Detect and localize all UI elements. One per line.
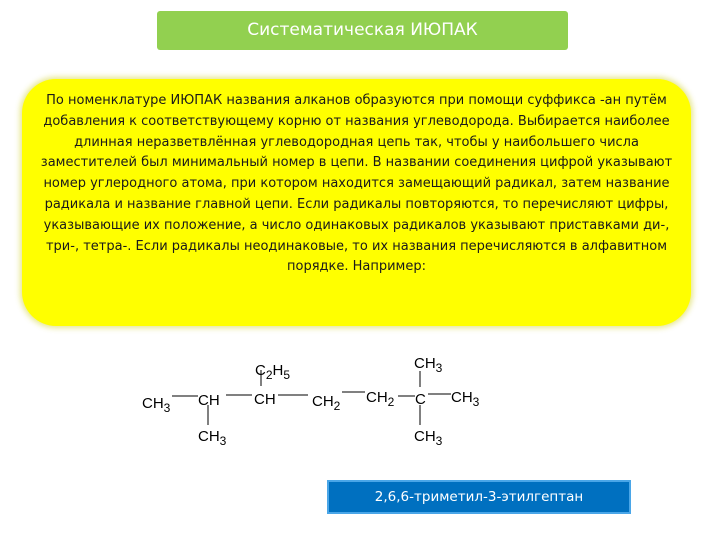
- atom-ch2-1: $CH_2$: [312, 393, 341, 413]
- atom-ch-2: CH: [254, 391, 276, 408]
- atom-ethyl: $C_2H_5$: [255, 362, 291, 382]
- atom-methyl-bottom-left: $CH_3$: [198, 428, 227, 448]
- atom-ch3-right: $CH_3$: [451, 389, 480, 409]
- nomenclature-text-box: [22, 79, 691, 326]
- atom-methyl-bottom-right: $CH_3$: [414, 428, 443, 448]
- compound-name-box: 2,6,6-триметил-3-этилгептан: [327, 480, 631, 514]
- structural-formula: [130, 345, 510, 455]
- slide-title: Систематическая ИЮПАК: [157, 11, 568, 50]
- atom-ch2-2: $CH_2$: [366, 389, 395, 409]
- atom-c-quaternary: C: [415, 391, 426, 408]
- atom-ch3-left: $CH_3$: [142, 395, 171, 415]
- nomenclature-paragraph: По номенклатуре ИЮПАК названия алканов образуются при помощи суффикса -ан путём добавления к соответствующему корню от названия углеводорода. Выбирается наиболее длинная неразветвлённая углеводородная цепь так, чтобы у наибольшего числа заместителей был минимальный номер в цепи. В названии соединения цифрой указывают номер углеродного атома, при котором находится замещающий радикал, затем название радикала и название главной цепи. Если радикалы повторяются, то перечисляют цифры, указывающие их положение, а число одинаковых радикалов указывают приставками ди-, три-, тетра-. Если радикалы неодинаковые, то их названия перечисляются в алфавитном порядке. Например:: [40, 93, 673, 275]
- atom-ch-1: CH: [198, 392, 220, 409]
- structural-formula-svg: [130, 345, 510, 455]
- atom-methyl-top-right: $CH_3$: [414, 355, 443, 375]
